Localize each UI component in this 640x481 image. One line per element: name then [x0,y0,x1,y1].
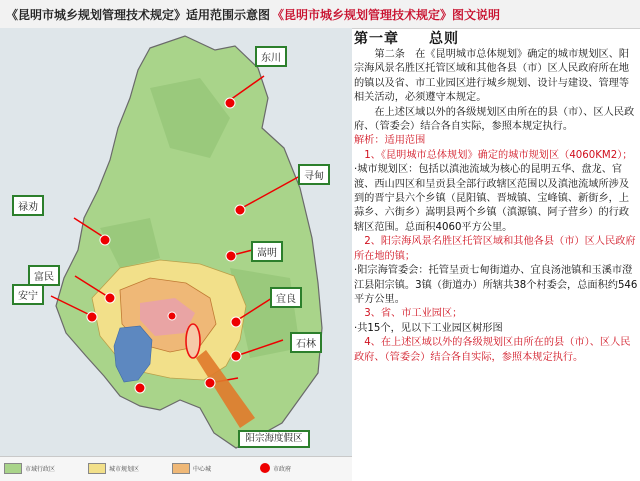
county-dot-xundian [235,205,245,215]
yangzonghai-area [186,324,200,358]
title-bar [0,0,640,29]
map-label-xundian: 寻甸 [298,164,330,185]
article-2-paragraph-2: 在上述区域以外的各级规划区由所在的县（市）、区人民政府、（管委会）结合各自实际，参照本规定执行。 [354,106,635,133]
scope-item-1: 1、《昆明城市总体规划》确定的城市规划区（4060KM2）； [364,149,633,161]
document-text [354,30,638,478]
legend-item-municipal: 市域行政区 [4,463,55,474]
county-dot-shilin [231,351,241,361]
city-government-marker [168,312,176,320]
scope-item-3-body: ·共15个，见以下工业园区树形图 [354,322,503,334]
map-label-songming: 嵩明 [251,241,283,262]
legend-item-government: 市政府 [256,463,291,473]
map-legend [0,456,352,481]
scope-item-4: 4、在上述区域以外的各级规划区由所在的县（市）、区人民政府、（管委会）结合各自实际，参照本规定执行。 [354,337,631,363]
county-dot-yiliang [231,317,241,327]
government-dot-icon [260,463,270,473]
map-label-anning: 安宁 [12,284,44,305]
county-dot-south [205,378,215,388]
article-2-text: 第二条 在《昆明城市总体规划》确定的城市规划区、阳宗海风景名胜区托管区域和其他各县（市）区人民政府所在地的镇以及省、市工业园区进行城乡规划、设计与建设、管理等相关活动，必须遵守本规定。 [354,49,630,104]
county-dot-dongchuan [225,98,235,108]
map-panel [0,28,352,480]
region-map [0,28,352,456]
explanation-heading: 解析：适用范围 [354,135,426,147]
county-dot-songming [226,251,236,261]
map-label-yangzonghai: 阳宗海度假区 [238,430,310,448]
map-label-lufeng: 禄劝 [12,195,44,216]
map-label-shilin: 石林 [290,332,322,353]
chapter-heading: 第一章 总则 [354,31,459,47]
county-dot-lufeng [100,235,110,245]
legend-item-central: 中心城 [172,463,211,474]
map-label-yiliang: 宜良 [270,287,302,308]
county-dot-jinning [135,383,145,393]
map-label-fumin: 富民 [28,265,60,286]
scope-item-1-body: ·城市规划区：包括以滇池流域为核心的昆明五华、盘龙、官渡、西山四区和呈贡县全部行政辖区范围以及滇池流域所涉及到的晋宁县六个乡镇（昆阳镇、晋城镇、宝峰镇、新街乡，上蒜乡、六街乡）嵩明县两个乡镇（滇源镇、阿子营乡）的行政辖区范围。总面积4060平方公里。 [354,164,630,233]
scope-item-3: 3、省、市工业园区； [364,308,463,320]
map-title: 《昆明市城乡规划管理技术规定》适用范围示意图 [6,7,271,22]
legend-item-planning: 城市规划区 [88,463,139,474]
document-title: 《昆明市城乡规划管理技术规定》图文说明 [272,7,501,22]
county-dot-fumin [105,293,115,303]
scope-item-2-body: ·阳宗海管委会：托管呈贡七甸街道办、宜良汤池镇和玉溪市澄江县阳宗镇。3镇（街道办）所辖共38个村委会，总面积约546平方公里。 [354,265,638,305]
map-label-dongchuan: 东川 [255,46,287,67]
scope-item-2: 2、阳宗海风景名胜区托管区域和其他各县（市）区人民政府所在地的镇； [354,236,636,262]
county-dot-anning [87,312,97,322]
